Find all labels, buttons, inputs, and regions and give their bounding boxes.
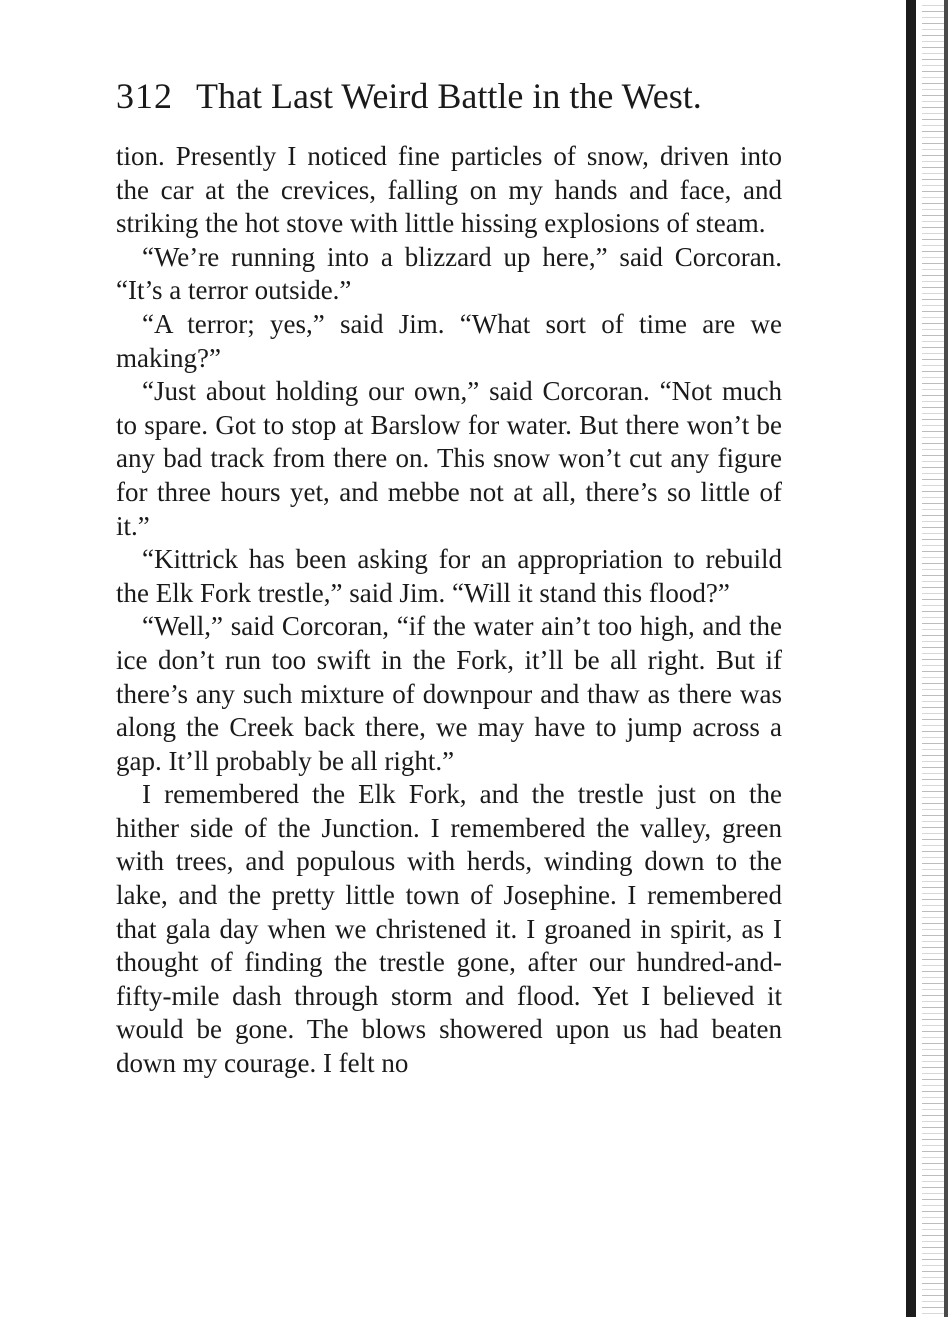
paragraph: “A terror; yes,” said Jim. “What sort of time are we making?”: [116, 308, 782, 373]
paragraph: tion. Presently I noticed fine particles of snow, driven into the car at the crevices, falling on my hands and face, and striking the hot stove with little hissing explosions of steam.: [116, 141, 782, 239]
paragraph: “Kittrick has been asking for an appropriation to rebuild the Elk Fork trestle,” said Jim. “Will it stand this flood?”: [116, 544, 782, 608]
paragraph: “Well,” said Corcoran, “if the water ain’t too high, and the ice don’t run too swift in the Fork, it’ll be all right. But if there’s any such mixture of downpour and thaw as there was along the Creek back there, we may have to jump across a gap. It’ll probably be all right.”: [116, 611, 782, 776]
running-title: That Last Weird Battle in the West.: [196, 76, 702, 116]
body-text: [116, 140, 782, 1081]
page-number: 312: [116, 76, 173, 116]
page-header: [116, 74, 796, 118]
paragraph: I remembered the Elk Fork, and the trestle just on the hither side of the Junction. I remembered the valley, green with trees, and populous with herds, winding down to the lake, and the pretty little town of Josephine. I remembered that gala day when we christened it. I groaned in spirit, as I thought of finding the trestle gone, after our hundred-and-fifty-mile dash through storm and flood. Yet I believed it would be gone. The blows showered upon us had beaten down my courage. I felt no: [116, 779, 782, 1079]
page-fore-edge: [922, 0, 948, 1317]
paragraph: “Just about holding our own,” said Corcoran. “Not much to spare. Got to stop at Barslow for water. But there won’t be any bad track from there on. This snow won’t cut any figure for three hours yet, and mebbe not at all, there’s so little of it.”: [116, 376, 782, 541]
paragraph: “We’re running into a blizzard up here,” said Corcoran. “It’s a terror outside.”: [116, 241, 782, 306]
page-binding-edge: [906, 0, 916, 1317]
